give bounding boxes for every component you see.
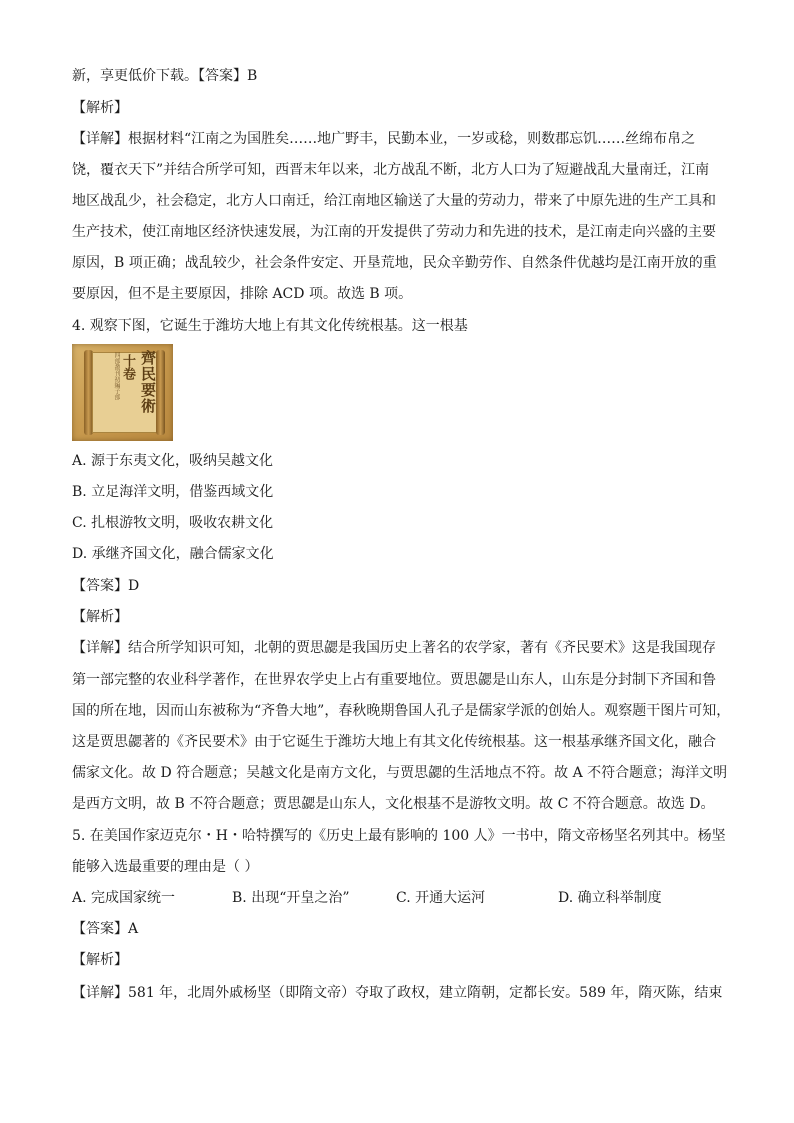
- q5-option-b: B. 出现“开皇之治”: [232, 890, 350, 906]
- answer-line-q3: 新，享更低价下载。【答案】B: [72, 68, 258, 84]
- q5-option-a: A. 完成国家统一: [72, 890, 176, 906]
- option-a: A. 源于东夷文化，吸纳吴越文化: [72, 453, 274, 469]
- explanation-line: 【详解】根据材料“江南之为国胜矣……地广野丰，民勤本业，一岁或稔，则数郡忘饥……丝绵布帛之: [72, 131, 696, 147]
- explanation-line: 饶，覆衣天下”并结合所学可知，西晋末年以来，北方战乱不断，北方人口为了短避战乱大量南迁，江南: [72, 162, 710, 178]
- question-5-stem: 能够入选最重要的理由是（ ）: [72, 859, 259, 875]
- explanation-line: 第一部完整的农业科学著作，在世界农学史上占有重要地位。贾思勰是山东人，山东是分封制下齐国和鲁: [72, 672, 716, 688]
- explanation-line: 原因，B 项正确；战乱较少，社会条件安定、开垦荒地，民众辛勤劳作、自然条件优越均是江南开放的重: [72, 255, 717, 271]
- scroll-title-text: 齊民要術: [139, 350, 157, 414]
- scroll-volume-text: 十卷: [120, 354, 135, 380]
- explanation-line: 是西方文明，故 B 不符合题意；贾思勰是山东人，文化根基不是游牧文明。故 C 不符合题意。故选 D。: [72, 796, 715, 812]
- analysis-heading-q4: 【解析】: [72, 609, 128, 625]
- explanation-line: 【详解】581 年，北周外戚杨坚（即隋文帝）夺取了政权，建立隋朝，定都长安。589 年，隋灭陈，结束: [72, 985, 723, 1001]
- explanation-line: 国的所在地，因而山东被称为“齐鲁大地”，春秋晚期鲁国人孔子是儒家学派的创始人。观察题干图片可知，: [72, 703, 731, 719]
- option-b: B. 立足海洋文明，借鉴西域文化: [72, 484, 274, 500]
- question-4-stem: 4. 观察下图，它诞生于潍坊大地上有其文化传统根基。这一根基: [72, 318, 468, 334]
- explanation-line: 要原因，但不是主要原因，排除 ACD 项。故选 B 项。: [72, 286, 413, 302]
- qimin-yaoshu-scroll-image: [72, 344, 173, 441]
- explanation-line: 这是贾思勰著的《齐民要术》由于它诞生于潍坊大地上有其文化传统根基。这一根基承继齐国文化，融合: [72, 734, 716, 750]
- explanation-line: 【详解】结合所学知识可知，北朝的贾思勰是我国历史上著名的农学家，著有《齐民要术》这是我国现存: [72, 640, 716, 656]
- q5-option-d: D. 确立科举制度: [558, 890, 662, 906]
- answer-line-q5: 【答案】A: [72, 921, 139, 937]
- scroll-small-text: 四部叢刊初編子部: [113, 352, 120, 400]
- q5-option-c: C. 开通大运河: [396, 890, 486, 906]
- explanation-line: 儒家文化。故 D 符合题意；吴越文化是南方文化，与贾思勰的生活地点不符。故 A 不符合题意；海洋文明: [72, 765, 728, 781]
- explanation-line: 生产技术，使江南地区经济快速发展，为江南的开发提供了劳动力和先进的技术，是江南走向兴盛的主要: [72, 224, 716, 240]
- answer-line-q4: 【答案】D: [72, 578, 140, 594]
- option-d: D. 承继齐国文化，融合儒家文化: [72, 546, 274, 562]
- option-c: C. 扎根游牧文明，吸收农耕文化: [72, 515, 274, 531]
- question-5-stem: 5. 在美国作家迈克尔・H・哈特撰写的《历史上最有影响的 100 人》一书中，隋文帝杨坚名列其中。杨坚: [72, 828, 726, 844]
- analysis-heading-q3: 【解析】: [72, 100, 128, 116]
- explanation-line: 地区战乱少，社会稳定，北方人口南迁，给江南地区输送了大量的劳动力，带来了中原先进的生产工具和: [72, 193, 716, 209]
- analysis-heading-q5: 【解析】: [72, 952, 128, 968]
